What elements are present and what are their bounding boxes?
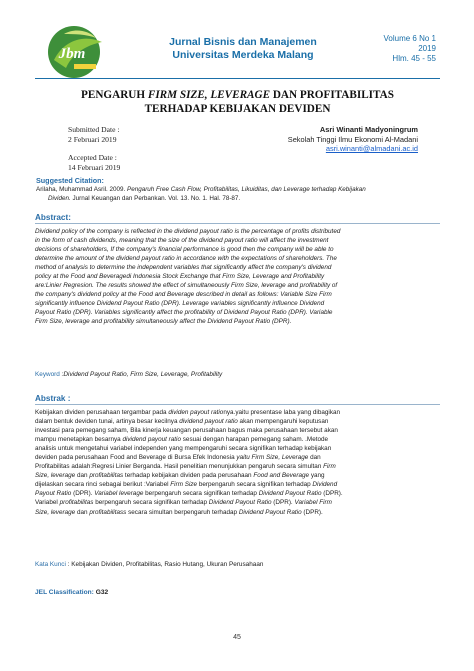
logo-text: Jbm [58, 46, 86, 62]
author-affiliation: Sekolah Tinggi Ilmu Ekonomi Al-Madani [287, 134, 418, 144]
abstract-en-label: Abstract: [35, 213, 71, 222]
abstract-id-keywords [35, 561, 263, 568]
volume-year: 2019 [418, 44, 436, 53]
abstract-id-line: Payout Ratio (DPR). Variabel leverage berpengaruh secara signifikan terhadap Dividend Payout Ratio (DPR). [35, 490, 343, 498]
abstract-id-line: Variabel profitabilitas berpengaruh secara signifikan terhadap Dividend Payout Ratio (DPR). Variabel Firm [35, 499, 332, 507]
submitted-label: Submitted Date : [68, 125, 120, 134]
jel-classification [35, 589, 108, 596]
journal-name-line2: Universitas Merdeka Malang [172, 49, 314, 61]
keyword-value: :Dividend Payout Ratio, Firm Size, Leverage, Profitability [61, 371, 223, 378]
abstract-id-line: Profitabilitas adalah:Regresi Linier Berganda. Hasil penelitian menunjukkan pengaruh secara simultan Firm [35, 463, 336, 471]
journal-name-line1: Jurnal Bisnis dan Manajemen [169, 36, 317, 48]
author-block [240, 125, 418, 154]
abstract-id-line: Size, leverage dan profitabilitass secara simultan berpengaruh terhadap Dividend Payout Ratio (DPR). [35, 508, 323, 516]
abstract-en-line: are:Linier Regresion. The results showed the effect of simultaneously Firm Size, leverage and profitability of [35, 282, 338, 290]
abstract-en-line: in the form of cash dividends, meaning that the size of the dividend payout ratio will affect the investment [35, 237, 329, 245]
jel-value: G32 [93, 589, 109, 596]
abstract-en-line: Payout Ratio (DPR). Variables significantly affect the profitability of Dividend Payout Ratio (DPR). Variable [35, 309, 333, 317]
abstract-id-line: mampu menetapkan besarnya dividend payout ratio sesuai dengan harapan pemegang saham. .Metode [35, 436, 329, 444]
abstract-id-divider [35, 404, 440, 405]
kata-kunci-value: : Kebijakan Dividen, Profitabilitas, Rasio Hutang, Ukuran Perusahaan [65, 561, 264, 568]
header-divider [35, 78, 440, 79]
abstract-id-line: Kebijakan dividen perusahaan tergambar pada dividen payout rationya.yaitu presentase laba yang dibagikan [35, 409, 341, 416]
accepted-value: 14 Februari 2019 [68, 162, 121, 172]
title-line2: TERHADAP KEBIJAKAN DEVIDEN [144, 103, 331, 115]
paper-title [40, 88, 435, 116]
keyword-label: Keyword [35, 371, 62, 378]
abstract-id-line: dijelaskan secara rinci sebagai berikut :Variabel Firm Size berpengaruh secara signifikan terhadap Dividend [35, 481, 338, 489]
citation-line2: Dividen. Jurnal Keuangan dan Perbankan. Vol. 13. No. 1. Hal. 78-87. [48, 194, 241, 202]
abstract-en-line: Firm Size, leverage and profitability simultaneously affect the Dividend Payout Ratio (DPR). [35, 318, 292, 326]
abstract-en-line: Dividend policy of the company is reflected in the dividend payout ratio is the percentage of profits distributed [35, 228, 341, 235]
page-number: 45 [233, 634, 241, 641]
abstract-en-keywords [35, 371, 222, 378]
abstract-id-line: Size, leverage dan profitabilitas terhadap kebijakan dividen pada perusahaan Food and Beverage yang [35, 472, 325, 480]
submitted-value: 2 Februari 2019 [68, 134, 117, 144]
abstract-id-line: dalam bentuk deviden tunai, artinya besar kecilnya dividend payout ratio akan mempengaruhi keputusan [35, 418, 329, 426]
journal-logo [44, 20, 108, 84]
abstract-en-body [35, 227, 441, 327]
submitted-date [68, 125, 119, 144]
abstract-en-divider [35, 223, 440, 224]
accepted-date [68, 153, 120, 172]
abstract-id-body [35, 408, 441, 517]
volume-info [352, 34, 436, 64]
abstract-en-line: policy at the Food and Beveragedi Indonesia Stock Exchange that Firm Size, Leverage and Profitability [35, 273, 325, 281]
author-name: Asri Winanti Madyoningrum [319, 125, 418, 134]
abstract-en-line: decisions of shareholders, If the company's financial performance is good then the company will be able to [35, 246, 334, 254]
kata-kunci-label: Kata Kunci [35, 561, 66, 568]
citation-label: Suggested Citation: [36, 176, 104, 185]
journal-name [148, 36, 338, 62]
page-range: Hlm. 45 - 55 [392, 54, 436, 63]
abstract-en-line: determine the amount of the dividend payout ratio in accordance with the expectations of shareholders. The [35, 255, 337, 263]
abstract-id-line: deviden pada perusahaan Food and Beverage di Bursa Efek Indonesia yaitu Firm Size, Leverage dan [35, 454, 321, 462]
abstract-en-line: significantly influence Dividend Payout Ratio (DPR). Leverage variables significantly influence Dividend [35, 300, 325, 308]
citation-line1: Arilaha, Muhammad Asril. 2009. Pengaruh Free Cash Flow, Profitabilitas, Likuiditas, dan Leverage terhadap Kebijakan [36, 186, 366, 193]
jel-label: JEL Classification: [35, 589, 94, 596]
title-line1: PENGARUH FIRM SIZE, LEVERAGE DAN PROFITABILITAS [81, 89, 394, 101]
citation-text [36, 186, 440, 203]
author-email-link[interactable]: asri.winanti@almadani.ac.id [325, 144, 418, 153]
volume-number: Volume 6 No 1 [383, 34, 436, 43]
abstract-en-line: method of analysis to determine the independent variables that significantly affect the company's dividend [35, 264, 332, 272]
accepted-label: Accepted Date : [68, 153, 117, 162]
abstract-id-line: analisis untuk mengetahui variabel independen yang mempengaruhi secara signifikan terhadap kebijakan [35, 445, 332, 453]
abstract-en-line: the company's dividend policy at the Food and Beverage described in detail as follows: Variable Size Firm [35, 291, 332, 299]
abstract-id-line: investasi para pemegang saham, Bila kinerja keuangan perusahaan bagus maka perusahaan tersebut akan [35, 427, 338, 435]
abstract-id-label: Abstrak : [35, 394, 71, 403]
